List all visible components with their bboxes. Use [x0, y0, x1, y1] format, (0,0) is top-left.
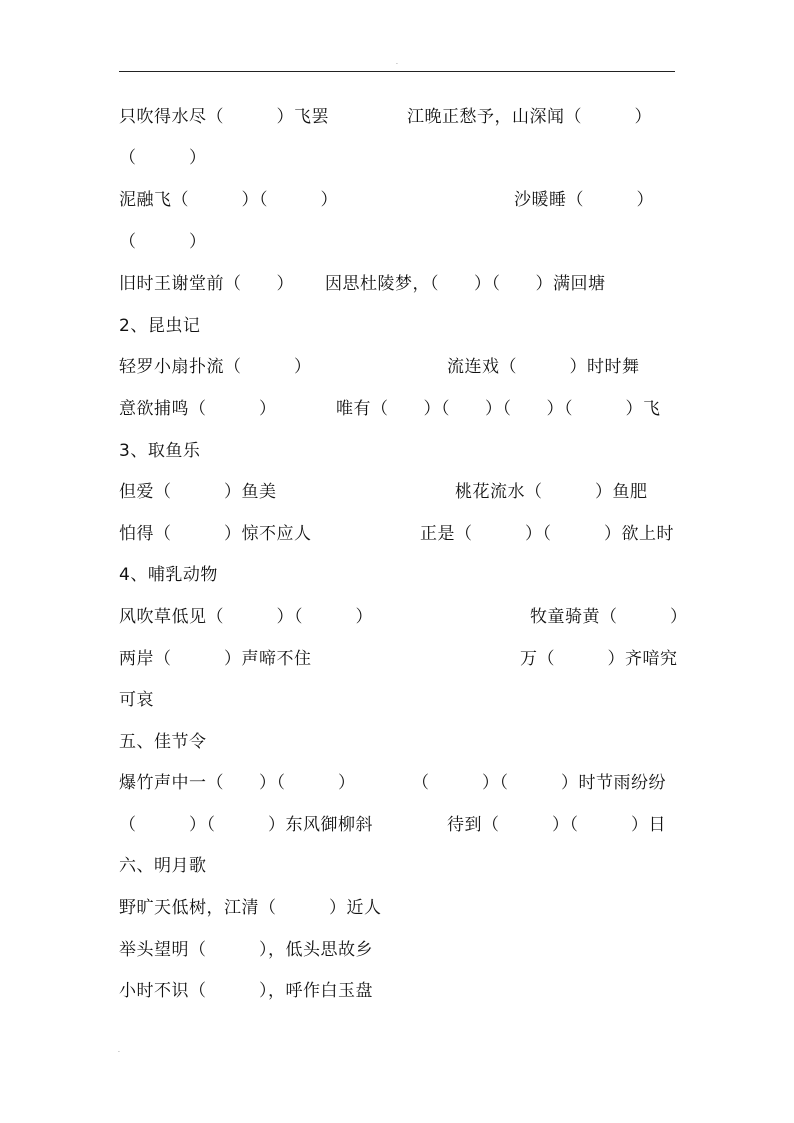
header-rule	[119, 71, 675, 72]
text-line: 小时不识（ ），呼作白玉盘	[119, 981, 373, 1001]
text-line: 正是（ ）（ ）欲上时	[420, 524, 674, 544]
text-line: 只吹得水尽（ ）飞罢	[119, 107, 329, 127]
text-line: 万（ ）齐喑究	[520, 649, 678, 669]
text-line: 桃花流水（ ）鱼肥	[455, 482, 648, 502]
text-line: （ ）	[119, 232, 207, 252]
text-line: 怕得（ ）惊不应人	[119, 524, 312, 544]
section-heading: 4、哺乳动物	[119, 565, 218, 585]
text-line: 泥融飞（ ）（ ）	[119, 190, 338, 210]
text-line: 旧时王谢堂前（ ）	[119, 274, 294, 294]
text-line: 牧童骑黄（ ）	[530, 607, 688, 627]
text-line: 轻罗小扇扑流（ ）	[119, 357, 312, 377]
text-line: 唯有（ ）（ ）（ ）（ ）飞	[336, 399, 661, 419]
text-line: 两岸（ ）声啼不住	[119, 649, 312, 669]
text-line: （ ）（ ）时节雨纷纷	[412, 773, 666, 793]
text-line: 举头望明（ ），低头思故乡	[119, 940, 373, 960]
text-line: 可哀	[119, 690, 154, 710]
text-line: 爆竹声中一（ ）（ ）	[119, 773, 356, 793]
text-line: 待到（ ）（ ）日	[447, 815, 666, 835]
text-line: （ ）（ ）东风御柳斜	[119, 815, 373, 835]
text-line: 江晚正愁予，山深闻（ ）	[407, 107, 652, 127]
text-line: 因思杜陵梦，（ ）（ ）满回塘	[325, 274, 606, 294]
header-mark: .	[396, 59, 398, 66]
text-line: 风吹草低见（ ）（ ）	[119, 607, 373, 627]
text-line: （ ）	[119, 148, 207, 168]
section-heading: 五、佳节令	[119, 732, 207, 752]
section-heading: 2、昆虫记	[119, 316, 201, 336]
text-line: 沙暖睡（ ）	[514, 190, 654, 210]
text-line: 野旷天低树，江清（ ）近人	[119, 898, 382, 918]
text-line: 意欲捕鸣（ ）	[119, 399, 277, 419]
text-line: 但爱（ ）鱼美	[119, 482, 277, 502]
footer-mark: .	[118, 1047, 120, 1054]
section-heading: 3、取鱼乐	[119, 441, 201, 461]
section-heading: 六、明月歌	[119, 856, 207, 876]
text-line: 流连戏（ ）时时舞	[447, 357, 640, 377]
